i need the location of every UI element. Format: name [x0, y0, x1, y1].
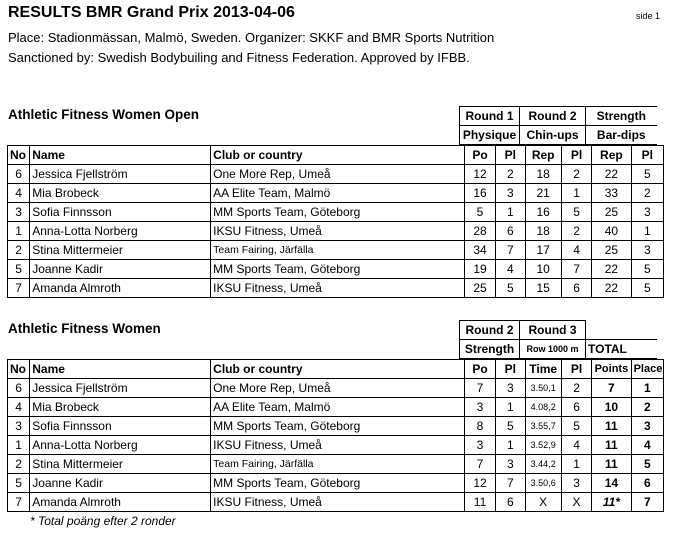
- table-cell: 22: [592, 165, 631, 184]
- table-header-row: [8, 146, 664, 165]
- table-cell: 3.50,1: [525, 379, 561, 398]
- table-cell: 4: [631, 436, 663, 455]
- table-cell: MM Sports Team, Göteborg: [211, 260, 465, 279]
- table-cell: 11*: [592, 493, 631, 512]
- table-row: [8, 474, 664, 493]
- table-cell: 2: [631, 398, 663, 417]
- table-cell: 10: [592, 398, 631, 417]
- table-row: [8, 222, 664, 241]
- table-cell: One More Rep, Umeå: [211, 165, 465, 184]
- table-cell: 6: [8, 379, 30, 398]
- column-header: Pl: [561, 360, 591, 379]
- table-cell: 1: [631, 222, 663, 241]
- table-cell: 2: [561, 165, 591, 184]
- table-cell: 1: [561, 184, 591, 203]
- table-cell: 5: [631, 279, 663, 298]
- table-cell: 5: [631, 165, 663, 184]
- table-cell: 3: [8, 417, 30, 436]
- table-cell: 7: [464, 379, 495, 398]
- column-header: No: [8, 360, 30, 379]
- table-cell: 3.52,9: [525, 436, 561, 455]
- table-cell: Joanne Kadir: [30, 474, 211, 493]
- column-header: No: [8, 146, 30, 165]
- table-cell: AA Elite Team, Malmö: [211, 398, 465, 417]
- column-header: Pl: [561, 146, 591, 165]
- table-cell: 5: [561, 203, 591, 222]
- table-cell: MM Sports Team, Göteborg: [211, 203, 465, 222]
- table-cell: 4.08,2: [525, 398, 561, 417]
- round-subheader: Bar-dips: [586, 126, 657, 145]
- section1-results-table: [7, 145, 664, 298]
- table-cell: 2: [496, 165, 525, 184]
- table-cell: 6: [561, 398, 591, 417]
- column-header: Club or country: [211, 146, 465, 165]
- round-subheader: Row 1000 m: [520, 340, 586, 359]
- table-cell: 3: [561, 474, 591, 493]
- table-cell: Mia Brobeck: [30, 184, 211, 203]
- table-cell: IKSU Fitness, Umeå: [211, 222, 465, 241]
- table-cell: 5: [631, 260, 663, 279]
- round-header: Round 2: [520, 107, 586, 126]
- table-cell: Mia Brobeck: [30, 398, 211, 417]
- table-cell: 7: [8, 279, 30, 298]
- table-cell: 3: [631, 417, 663, 436]
- table-cell: 21: [525, 184, 561, 203]
- table-cell: 2: [561, 222, 591, 241]
- table-cell: 22: [592, 279, 631, 298]
- table-cell: Amanda Almroth: [30, 493, 211, 512]
- table-cell: 11: [592, 417, 631, 436]
- table-header-row: [8, 360, 664, 379]
- round-subheader: Strength: [460, 340, 520, 359]
- table-row: [8, 398, 664, 417]
- round-header: Round 2: [460, 321, 520, 340]
- table-cell: 12: [464, 165, 495, 184]
- section2-results-table: [7, 359, 664, 512]
- table-row: [8, 203, 664, 222]
- table-cell: Jessica Fjellström: [30, 165, 211, 184]
- round-header: Round 3: [520, 321, 586, 340]
- table-cell: 11: [464, 493, 495, 512]
- table-row: [8, 241, 664, 260]
- table-cell: 15: [525, 279, 561, 298]
- column-header: Pl: [631, 146, 663, 165]
- table-cell: 25: [592, 241, 631, 260]
- section1-round-header: [459, 106, 657, 145]
- round-subheader: Physique: [460, 126, 520, 145]
- table-cell: 3: [496, 455, 525, 474]
- page-title: RESULTS BMR Grand Prix 2013-04-06: [8, 4, 295, 21]
- table-cell: 2: [8, 455, 30, 474]
- table-cell: One More Rep, Umeå: [211, 379, 465, 398]
- table-cell: MM Sports Team, Göteborg: [211, 417, 465, 436]
- table-cell: 12: [464, 474, 495, 493]
- table-cell: 8: [464, 417, 495, 436]
- table-cell: 34: [464, 241, 495, 260]
- table-cell: 1: [496, 398, 525, 417]
- table-cell: 4: [561, 241, 591, 260]
- table-cell: 5: [496, 279, 525, 298]
- column-header: Rep: [592, 146, 631, 165]
- round-subheader: TOTAL: [586, 340, 657, 359]
- table-cell: X: [525, 493, 561, 512]
- table-row: [8, 455, 664, 474]
- table-cell: Stina Mittermeier: [30, 455, 211, 474]
- table-cell: 3: [8, 203, 30, 222]
- table-cell: Anna-Lotta Norberg: [30, 222, 211, 241]
- round-header-empty: [586, 321, 657, 340]
- column-header: Po: [464, 146, 495, 165]
- place-line: Place: Stadionmässan, Malmö, Sweden. Organizer: SKKF and BMR Sports Nutrition: [8, 30, 495, 45]
- table-row: [8, 417, 664, 436]
- table-cell: 11: [592, 455, 631, 474]
- table-cell: 1: [8, 222, 30, 241]
- table-cell: 1: [496, 436, 525, 455]
- table-row: [8, 436, 664, 455]
- table-cell: 14: [592, 474, 631, 493]
- table-cell: Stina Mittermeier: [30, 241, 211, 260]
- table-cell: X: [561, 493, 591, 512]
- table-row: [8, 165, 664, 184]
- table-cell: 7: [8, 493, 30, 512]
- table-cell: 5: [8, 474, 30, 493]
- table-cell: IKSU Fitness, Umeå: [211, 279, 465, 298]
- table-cell: 3: [496, 184, 525, 203]
- table-row: [8, 260, 664, 279]
- table-cell: 16: [525, 203, 561, 222]
- table-cell: 7: [631, 493, 663, 512]
- table-cell: 3: [496, 379, 525, 398]
- table-cell: Team Fairing, Järfälla: [211, 241, 465, 260]
- table-row: [8, 379, 664, 398]
- table-cell: Joanne Kadir: [30, 260, 211, 279]
- table-cell: 10: [525, 260, 561, 279]
- table-cell: Sofia Finnsson: [30, 203, 211, 222]
- table-cell: 7: [464, 455, 495, 474]
- table-cell: 6: [631, 474, 663, 493]
- column-header: Place: [631, 360, 663, 379]
- table-cell: 3: [464, 398, 495, 417]
- round-header: Strength: [586, 107, 657, 126]
- table-cell: 1: [561, 455, 591, 474]
- table-cell: 2: [631, 184, 663, 203]
- table-cell: 16: [464, 184, 495, 203]
- table-cell: 5: [8, 260, 30, 279]
- table-cell: Anna-Lotta Norberg: [30, 436, 211, 455]
- table-cell: 4: [8, 398, 30, 417]
- table-cell: 4: [496, 260, 525, 279]
- column-header: Pl: [496, 360, 525, 379]
- table-cell: IKSU Fitness, Umeå: [211, 436, 465, 455]
- table-cell: MM Sports Team, Göteborg: [211, 474, 465, 493]
- table-cell: 3.44,2: [525, 455, 561, 474]
- table-cell: 2: [8, 241, 30, 260]
- footnote: * Total poäng efter 2 ronder: [30, 514, 176, 528]
- table-cell: 3.55,7: [525, 417, 561, 436]
- table-cell: 3.50,6: [525, 474, 561, 493]
- round-subheader: Chin-ups: [520, 126, 586, 145]
- table-cell: IKSU Fitness, Umeå: [211, 493, 465, 512]
- table-cell: 25: [592, 203, 631, 222]
- page-number-label: side 1: [636, 11, 661, 21]
- column-header: Po: [464, 360, 495, 379]
- column-header: Club or country: [211, 360, 465, 379]
- column-header: Pl: [496, 146, 525, 165]
- table-cell: Team Fairing, Järfälla: [211, 455, 465, 474]
- table-cell: 2: [561, 379, 591, 398]
- section1-title: Athletic Fitness Women Open: [8, 107, 200, 122]
- table-cell: 1: [631, 379, 663, 398]
- table-cell: 6: [496, 222, 525, 241]
- table-cell: 17: [525, 241, 561, 260]
- table-cell: 18: [525, 165, 561, 184]
- table-cell: 6: [561, 279, 591, 298]
- column-header: Time: [525, 360, 561, 379]
- table-row: [8, 184, 664, 203]
- table-cell: 22: [592, 260, 631, 279]
- column-header: Name: [30, 360, 211, 379]
- column-header: Points: [592, 360, 631, 379]
- table-cell: AA Elite Team, Malmö: [211, 184, 465, 203]
- table-cell: 6: [8, 165, 30, 184]
- table-cell: 40: [592, 222, 631, 241]
- column-header: Rep: [525, 146, 561, 165]
- sanction-line: Sanctioned by: Swedish Bodybuiling and Fitness Federation. Approved by IFBB.: [8, 50, 470, 65]
- table-cell: 33: [592, 184, 631, 203]
- table-cell: 1: [8, 436, 30, 455]
- table-cell: 7: [561, 260, 591, 279]
- table-row: [8, 279, 664, 298]
- table-cell: 7: [496, 474, 525, 493]
- table-cell: 5: [561, 417, 591, 436]
- table-cell: 7: [592, 379, 631, 398]
- table-cell: 3: [631, 203, 663, 222]
- table-cell: 4: [561, 436, 591, 455]
- table-cell: Sofia Finnsson: [30, 417, 211, 436]
- table-row: [8, 493, 664, 512]
- table-cell: 7: [496, 241, 525, 260]
- table-cell: 19: [464, 260, 495, 279]
- table-cell: 5: [464, 203, 495, 222]
- table-cell: 11: [592, 436, 631, 455]
- table-cell: 6: [496, 493, 525, 512]
- table-cell: 1: [496, 203, 525, 222]
- table-cell: Jessica Fjellström: [30, 379, 211, 398]
- table-cell: Amanda Almroth: [30, 279, 211, 298]
- column-header: Name: [30, 146, 211, 165]
- table-cell: 4: [8, 184, 30, 203]
- table-cell: 25: [464, 279, 495, 298]
- table-cell: 3: [464, 436, 495, 455]
- round-header: Round 1: [460, 107, 520, 126]
- table-cell: 5: [496, 417, 525, 436]
- table-cell: 28: [464, 222, 495, 241]
- section2-round-header: [459, 320, 657, 359]
- table-cell: 3: [631, 241, 663, 260]
- table-cell: 18: [525, 222, 561, 241]
- table-cell: 5: [631, 455, 663, 474]
- section2-title: Athletic Fitness Women: [8, 321, 161, 336]
